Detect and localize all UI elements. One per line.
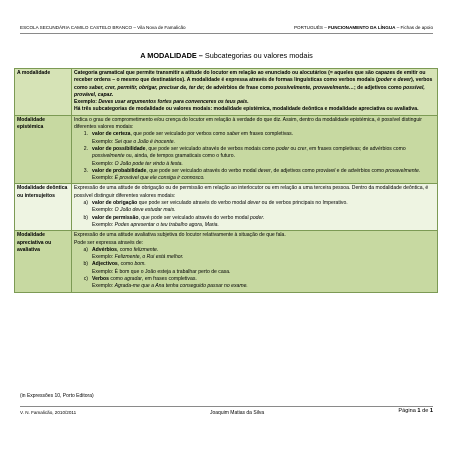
page-title: A MODALIDADE – Subcategorias ou valores modais	[140, 51, 313, 60]
header-subject: PORTUGUÊS – FUNCIONAMENTO DA LÍNGUA – Fichas de apoio	[293, 25, 433, 30]
page-number: Página 1 de 1	[398, 408, 433, 414]
row-content: Expressão de uma atitude avaliativa subjetiva do locutor relativamente à situação de que fala. Pode ser expressa através de: a) Advérbios, como felizmente. Exemplo: Felizmente, o Rui está melhor. b) Adjectivos, como bom. Exemplo: É bom que o João esteja a trabalhar perto de casa. c) Verbos como agradar, em frases completivas. Exemplo: Agrada-me que a Ana tenha conseguido passar no exame.	[72, 231, 438, 292]
table-row-deontica	[15, 184, 438, 231]
table-row-apreciativa	[15, 231, 438, 292]
footer-date: V. N. Famalicão, 2010/2011	[20, 410, 77, 415]
header-school: ESCOLA SECUNDÁRIA CAMILO CASTELO BRANCO – Vila Nova de Famalicão	[20, 25, 186, 30]
row-label: Modalidade epistémica	[15, 115, 72, 184]
table-row-modalidade	[15, 69, 438, 116]
footer-author: Joaquim Matias da Silva	[210, 410, 265, 416]
page-header	[20, 25, 433, 30]
row-label: Modalidade deôntica ou intersujeitos	[15, 184, 72, 231]
row-content: Categoria gramatical que permite transmitir a atitude do locutor em relação ao enunciado ou alocutários (= aqueles que são capazes de emitir ou receber ordens – o mesmo que destinatários). A modalidade é expressa através de formas linguísticas como verbos modais (poder e dever), verbos como saber, crer, permitir, obrigar, precisar de, ter de; de advérbios de frase como possivelmente, provavelmente…; de adjetivos como possível, provável, capaz. Exemplo: Deves usar argumentos fortes para convenceres os teus pais. Há três subcategorias de modalidade ou valores modais: modalidade epistémica, modalidade deôntica e modalidade apreciativa ou avaliativa.	[72, 69, 438, 116]
row-content: Expressão de uma atitude de obrigação ou de permissão em relação ao interlocutor ou em relação a uma terceira pessoa. Dentro da modalidade deôntica, é possível distinguir diferentes valores modais: a) valor de obrigação que pode ser veiculado através do verbo modal dever ou de verbos principais no Imperativo. Exemplo: O João deve estudar mais. b) valor de permissão, que pode ser veiculado através do verbo modal poder. Exemplo: Podes apresentar o teu trabalho agora, Maria.	[72, 184, 438, 231]
row-label: A modalidade	[15, 69, 72, 116]
row-label: Modalidade apreciativa ou avaliativa	[15, 231, 72, 292]
footer-rule	[20, 406, 433, 407]
row-content: Indica o grau de comprometimento e/ou crença do locutor em relação à verdade do que diz. Assim, dentro da modalidade epistémica, é possível distinguir diferentes valores modais: 1. valor de certeza, que pode ser veiculado por verbos como saber em frases completivas. Exemplo: Sei que o João é inocente. 2. valor de possibilidade, que pode ser veiculado através de verbos modais como poder ou crer, em frases completivas; de advérbios como possivelmente ou, ainda, de tempos gramaticais como o futuro. Exemplo: O João pode ter vindo à festa. 3. valor de probabilidade, que pode ser veiculado através do verbo modal dever, de adjetivos como provável e de advérbios como provavelmente. Exemplo: É provável que ele consiga ir connosco.	[72, 115, 438, 184]
source-note: (in Expressões 10, Porto Editora)	[20, 393, 94, 399]
modality-table	[14, 68, 438, 293]
table-row-epistemica	[15, 115, 438, 184]
header-rule	[20, 33, 433, 34]
